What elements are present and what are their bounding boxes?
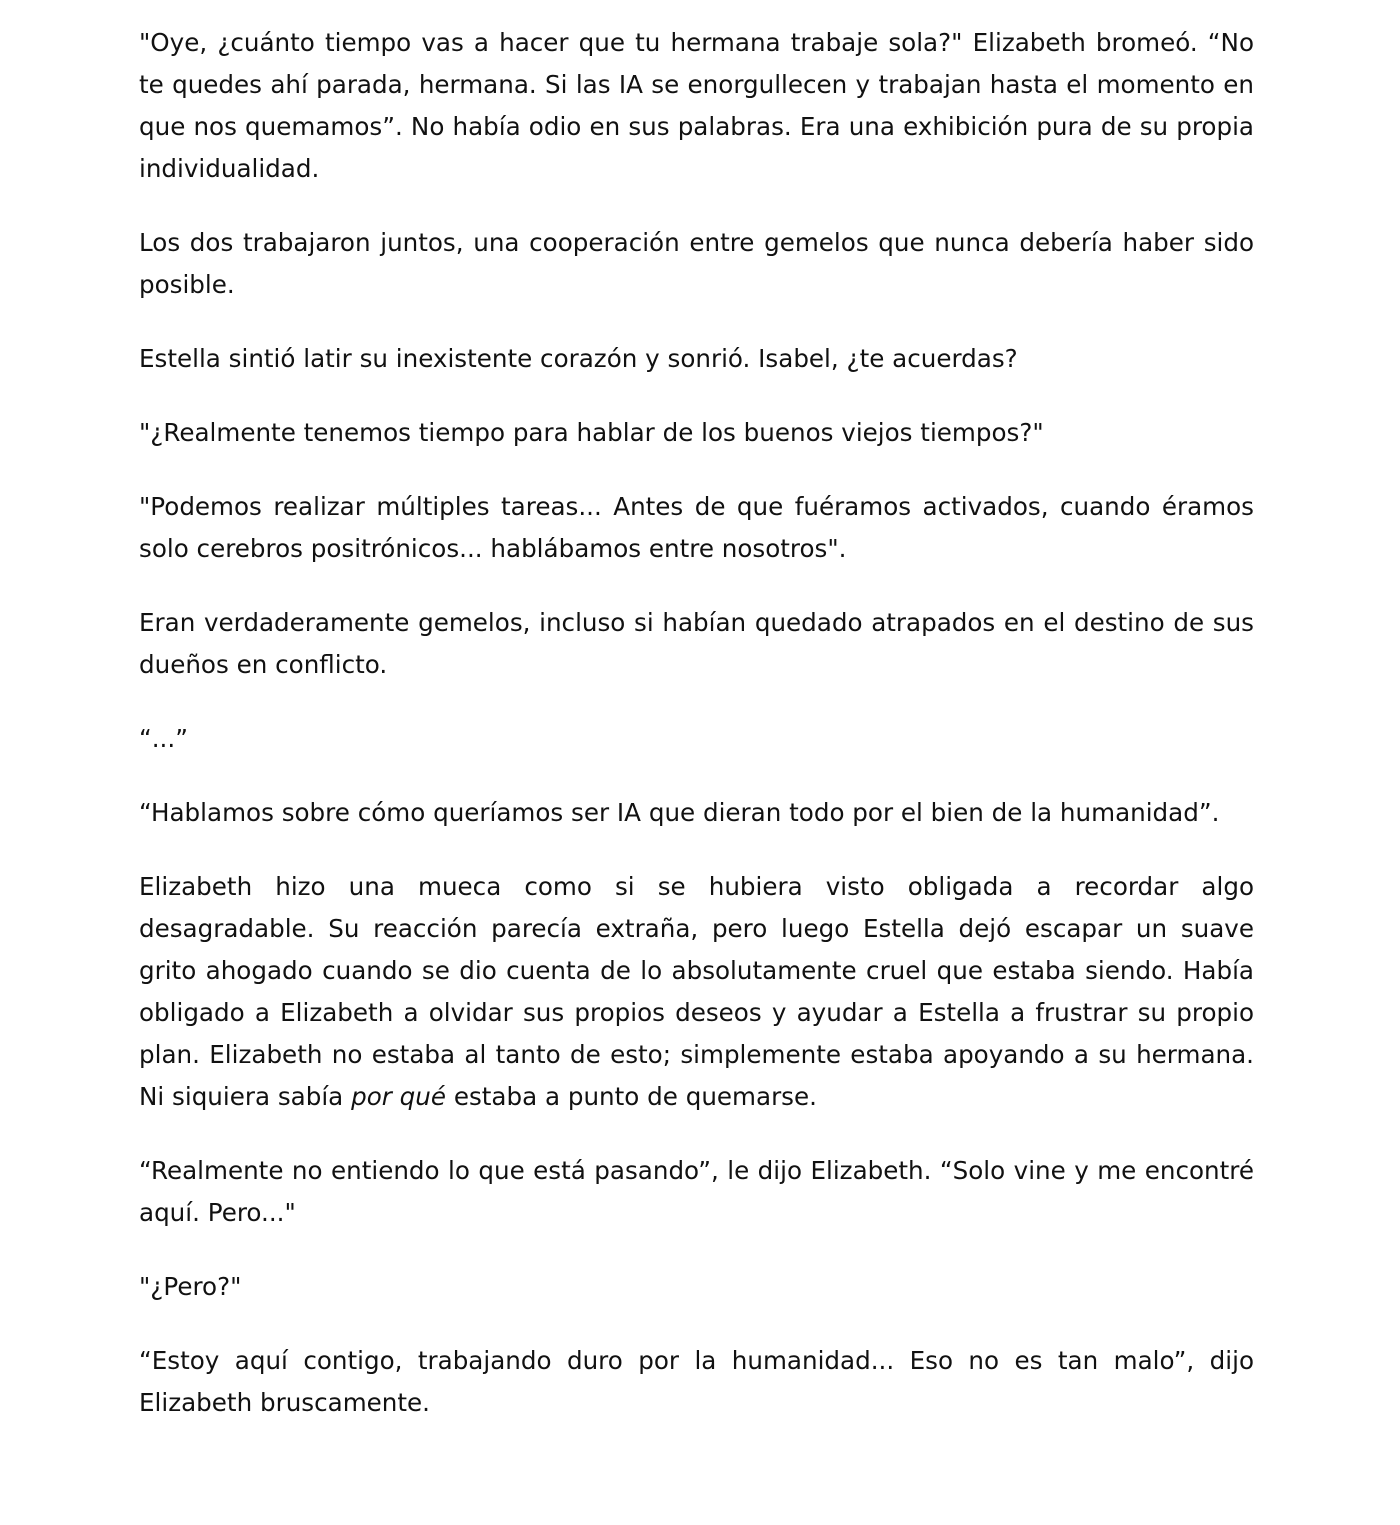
paragraph-2: Los dos trabajaron juntos, una cooperación entre gemelos que nunca debería haber sido posible. [139,228,1254,299]
paragraph-11: "¿Pero?" [139,1272,242,1301]
paragraph-8: “Hablamos sobre cómo queríamos ser IA que dieran todo por el bien de la humanidad”. [139,798,1220,827]
paragraph-6: Eran verdaderamente gemelos, incluso si habían quedado atrapados en el destino de sus dueños en conflicto. [139,608,1254,679]
paragraph-7: “...” [139,724,188,753]
paragraph-5: "Podemos realizar múltiples tareas... Antes de que fuéramos activados, cuando éramos solo cerebros positrónicos... hablábamos entre nosotros". [139,492,1254,563]
paragraph-4: "¿Realmente tenemos tiempo para hablar de los buenos viejos tiempos?" [139,418,1044,447]
paragraph-9-end: estaba a punto de quemarse. [446,1082,817,1111]
paragraph-9 [139,866,1254,1118]
paragraph-9-text: Elizabeth hizo una mueca como si se hubiera visto obligada a recordar algo desagradable. Su reacción parecía extraña, pero luego Estella dejó escapar un suave grito ahogado cuando se dio cuenta de lo absolutamente cruel que estaba siendo. Había obligado a Elizabeth a olvidar sus propios deseos y ayudar a Estella a frustrar su propio plan. Elizabeth no estaba al tanto de esto; simplemente estaba apoyando a su hermana. Ni siquiera sabía [139,872,1254,1111]
paragraph-12: “Estoy aquí contigo, trabajando duro por la humanidad... Eso no es tan malo”, dijo Elizabeth bruscamente. [139,1346,1254,1417]
paragraph-9-italic: por qué [351,1082,446,1111]
document-page [139,22,1254,1424]
paragraph-3: Estella sintió latir su inexistente corazón y sonrió. Isabel, ¿te acuerdas? [139,344,1018,373]
paragraph-10: “Realmente no entiendo lo que está pasando”, le dijo Elizabeth. “Solo vine y me encontré aquí. Pero..." [139,1156,1254,1227]
paragraph-1: "Oye, ¿cuánto tiempo vas a hacer que tu hermana trabaje sola?" Elizabeth bromeó. “No te quedes ahí parada, hermana. Si las IA se enorgullecen y trabajan hasta el momento en que nos quemamos”. No había odio en sus palabras. Era una exhibición pura de su propia individualidad. [139,28,1254,183]
